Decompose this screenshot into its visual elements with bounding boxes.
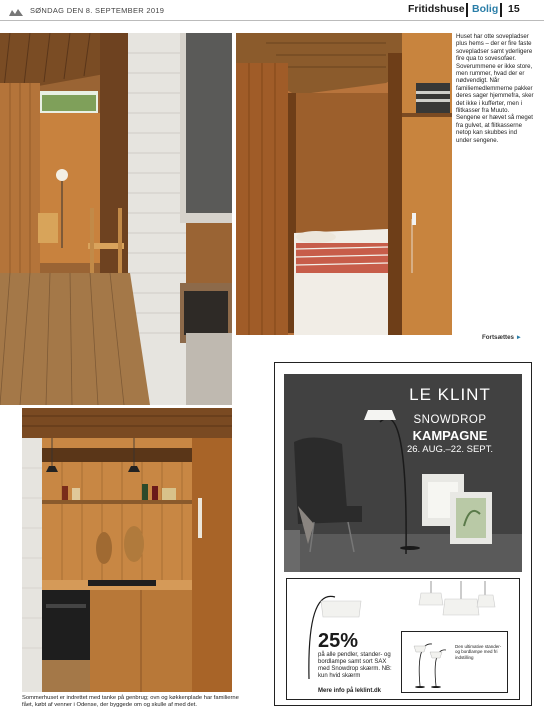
ad-campaign: KAMPAGNE [412, 428, 488, 443]
bedroom-photo [236, 33, 452, 335]
header-topic: Bolig [472, 3, 499, 15]
continue-arrow-icon: ► [515, 334, 522, 341]
ad-product: SNOWDROP [413, 414, 487, 426]
ad-inset-box [401, 631, 508, 693]
continue-label: Fortsættes [482, 334, 514, 341]
continue-link[interactable] [482, 334, 522, 341]
ad-discount: 25% [318, 630, 359, 652]
ad-inset-text: Den ultimative stander- og bordlampe med fri indstilling [455, 644, 502, 660]
header-divider [466, 3, 468, 17]
ad-website-link[interactable]: Mere info på leklint.dk [318, 688, 382, 694]
hallway-photo [0, 33, 232, 405]
photo-caption: Sommerhuset er indrettet med tanke på genbrug; ovn og køkkenplade har familierne fået, købt af venner i Odense, der byggede om og skulle af med det. [22, 695, 239, 708]
ad-offer-text: på alle pendler, stander- og bordlampe samt sort SAX med Snowdrop skærm. NB: kun hvid skærm [318, 652, 392, 679]
article-body: Huset har otte sovepladser plus hems – der er fire faste sovepladser samt yderligere fire qua to sovesofaer. Soverummene er ikke store, men rummer, hvad der er nødvendigt. Når familiemedlemmerne pakker deres sager hjemmefra, sker det ikke i kufferter, men i flitkasser fra Muuto. Sengene er hævet så meget fra gulvet, at flitkasserne netop kan skubbes ind under sengene. [456, 33, 534, 144]
page-header [0, 0, 544, 22]
ad-dates: 26. AUG.–22. SEPT. [406, 444, 494, 455]
header-date: SØNDAG DEN 8. SEPTEMBER 2019 [30, 6, 165, 15]
page-number: 15 [508, 3, 520, 15]
header-rule [0, 20, 544, 21]
kitchen-photo [22, 408, 232, 692]
header-section: Fritidshuse [408, 3, 465, 15]
header-divider [500, 3, 502, 17]
ad-brand: LE KLINT [409, 385, 491, 404]
newspaper-logo-icon [8, 5, 24, 15]
